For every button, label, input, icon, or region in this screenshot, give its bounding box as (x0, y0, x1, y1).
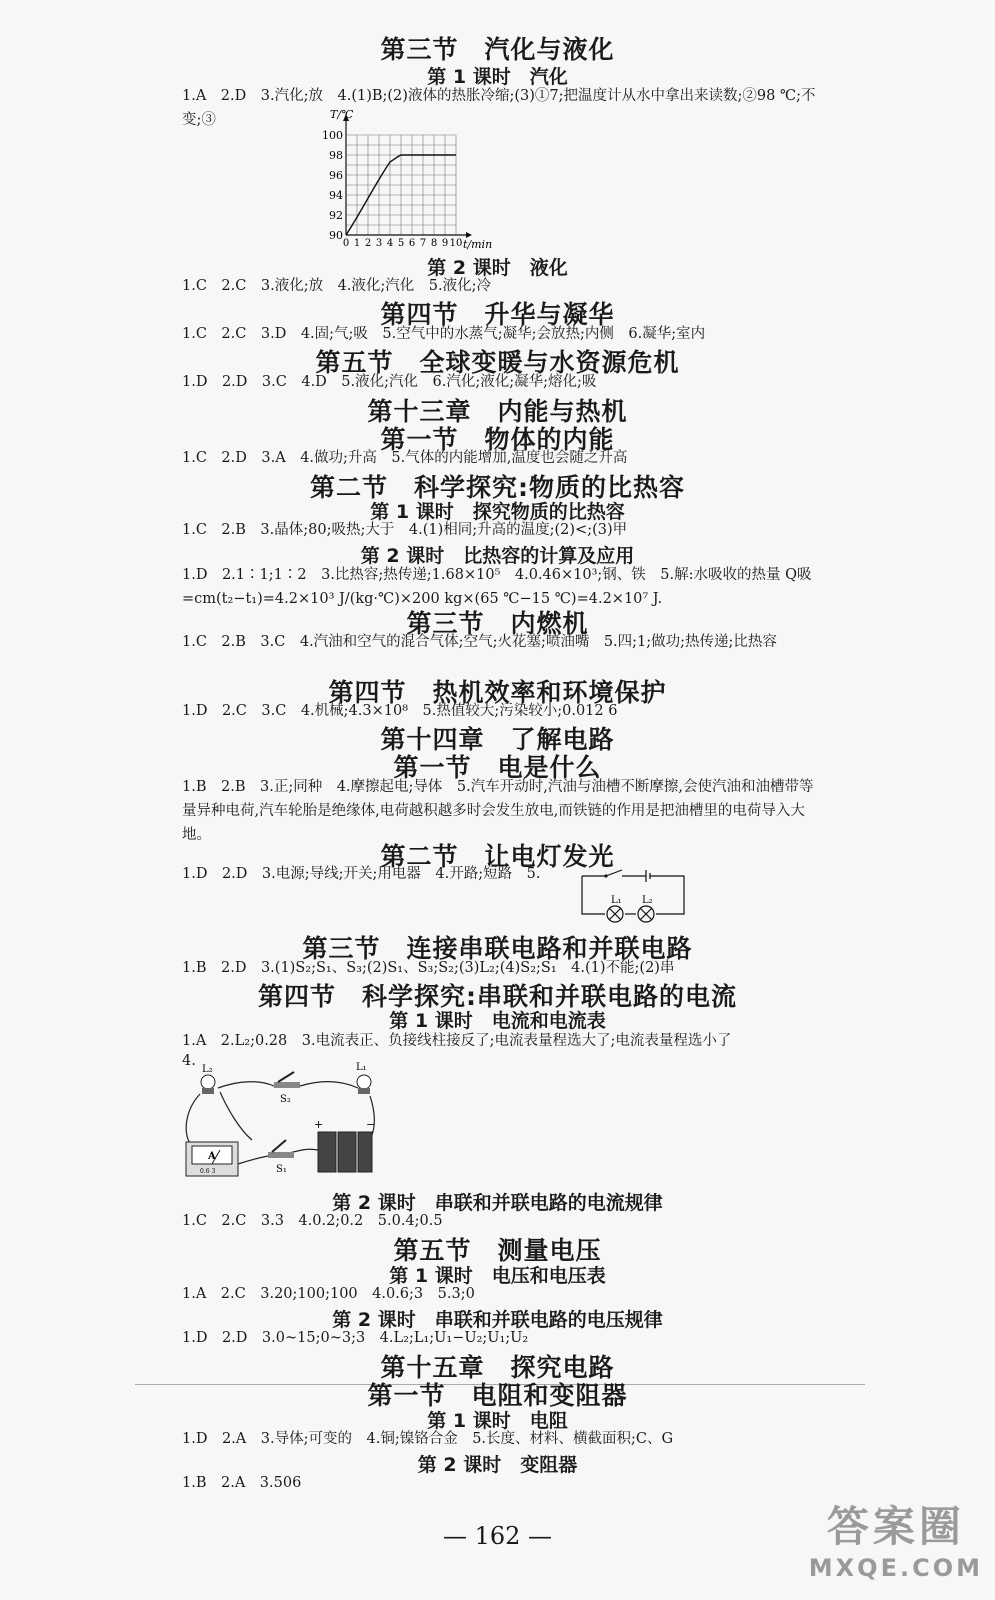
lesson-heading: 第 1 课时 汽化 (427, 66, 568, 88)
y-axis-label: T/℃ (330, 108, 354, 121)
y-tick-label: 98 (329, 149, 343, 162)
answer-line: 1.B 2.B 3.正;同种 4.摩擦起电;导体 5.汽车开动时,汽油与油槽不断摩擦,会使汽油和油槽带等量异种电荷,汽车轮胎是绝缘体,电荷越积越多时会发生放电,而铁链的作用是把油槽里的电荷导入大地。 (182, 779, 814, 843)
lesson-heading: 第 1 课时 电阻 (427, 1410, 568, 1432)
wire (218, 1082, 274, 1088)
section-heading: 第四节 科学探究:串联和并联电路的电流 (258, 982, 737, 1011)
x-tick-label: 8 (430, 238, 438, 249)
x-tick-label: 1 (353, 238, 361, 249)
lesson-heading: 第 2 课时 比热容的计算及应用 (360, 545, 635, 567)
section-heading: 第五节 测量电压 (393, 1236, 602, 1265)
temperature-time-graph (320, 106, 510, 254)
section-heading: 第一节 物体的内能 (380, 425, 615, 454)
section-heading: 第三节 连接串联电路和并联电路 (302, 934, 693, 963)
lesson-heading: 第 2 课时 液化 (427, 257, 568, 279)
answer-line: 1.D 2.D 3.电源;导线;开关;用电器 4.开路;短路 5. (182, 866, 541, 882)
page-number: — 162 — (442, 1522, 553, 1550)
lamp-label: L₁ (356, 1062, 367, 1073)
section-heading: 第二节 让电灯发光 (380, 842, 615, 871)
y-tick-label: 96 (329, 169, 343, 182)
knife-switch-icon (274, 1072, 300, 1088)
series-circuit-diagram (578, 866, 690, 924)
lesson-heading: 第 1 课时 电流和电流表 (389, 1010, 606, 1032)
section-heading: 第五节 全球变暖与水资源危机 (315, 348, 680, 377)
x-tick-label: 3 (375, 238, 383, 249)
section-heading: 第三节 汽化与液化 (380, 35, 615, 64)
answer-line: 1.D 2.D 3.0~15;0~3;3 4.L₂;L₁;U₁−U₂;U₁;U₂ (182, 1330, 529, 1346)
answer-line: 1.D 2.D 3.C 4.D 5.液化;汽化 6.汽化;液化;凝华;熔化;吸 (182, 374, 597, 390)
physical-circuit-diagram (180, 1060, 380, 1184)
x-tick-label: 4 (386, 238, 394, 249)
wire (220, 1092, 252, 1140)
battery-minus-label: − (366, 1118, 376, 1131)
lesson-heading: 第 1 课时 电压和电压表 (389, 1265, 606, 1287)
ammeter-scale-label: 0.6 3 (200, 1168, 216, 1175)
chapter-heading: 第十三章 内能与热机 (367, 397, 628, 426)
lesson-heading: 第 2 课时 串联和并联电路的电流规律 (332, 1192, 663, 1214)
answer-line: 1.A 2.L₂;0.28 3.电流表正、负接线柱接反了;电流表量程选大了;电流表量程选小了 (182, 1033, 732, 1049)
x-tick-label: 7 (419, 238, 427, 249)
answer-line: 1.D 2.1∶1;1∶2 3.比热容;热传递;1.68×10⁵ 4.0.46×10³;钢、铁 5.解:水吸收的热量 Q吸=cm(t₂−t₁)=4.2×10³ J/(kg·℃)×200 kg×(65 ℃−15 ℃)=4.2×10⁷ J. (182, 567, 812, 607)
knife-switch-icon (268, 1140, 294, 1158)
x-tick-label: 6 (408, 238, 416, 249)
section-heading: 第四节 热机效率和环境保护 (328, 678, 667, 707)
section-heading: 第二节 科学探究:物质的比热容 (310, 473, 685, 502)
switch-icon (606, 870, 622, 876)
lesson-heading: 第 1 课时 探究物质的比热容 (370, 501, 625, 523)
answer-line: 1.C 2.D 3.A 4.做功;升高 5.气体的内能增加,温度也会随之升高 (182, 450, 628, 466)
battery-icon (318, 1132, 372, 1172)
y-tick-label: 94 (329, 189, 343, 202)
lesson-heading: 第 2 课时 变阻器 (417, 1454, 578, 1476)
x-axis-label: t/min (463, 238, 493, 251)
lesson-heading: 第 2 课时 串联和并联电路的电压规律 (332, 1309, 663, 1331)
wire (238, 1156, 268, 1164)
chapter-heading: 第十四章 了解电路 (380, 725, 615, 754)
y-tick-label: 90 (329, 229, 343, 242)
wire (300, 1082, 358, 1088)
answer-line: 1.C 2.B 3.晶体;80;吸热;大于 4.(1)相同;升高的温度;(2)<;(3)甲 (182, 522, 628, 538)
lamp-label: L₂ (642, 895, 653, 906)
lamp-label: L₁ (611, 895, 622, 906)
ammeter-label: A (208, 1151, 216, 1162)
watermark (809, 1494, 983, 1582)
answer-line: 1.A 2.C 3.20;100;100 4.0.6;3 5.3;0 (182, 1286, 475, 1302)
bulb-icon (201, 1075, 215, 1094)
x-tick-label: 9 (441, 238, 449, 249)
section-heading: 第一节 电阻和变阻器 (367, 1381, 628, 1410)
battery-plus-label: + (314, 1118, 324, 1131)
bulb-icon (357, 1075, 371, 1094)
x-tick-label: 10 (449, 238, 463, 249)
answer-line: 1.C 2.B 3.C 4.汽油和空气的混合气体;空气;火花塞;喷油嘴 5.四;1;做功;热传递;比热容 (182, 634, 777, 650)
chapter-heading: 第十五章 探究电路 (380, 1353, 615, 1382)
y-tick-label: 92 (329, 209, 343, 222)
answer-line: 1.D 2.C 3.C 4.机械;4.3×10⁸ 5.热值较大;污染较小;0.012 6 (182, 703, 618, 719)
section-heading: 第三节 内燃机 (406, 609, 589, 638)
answer-line: 1.C 2.C 3.D 4.固;气;吸 5.空气中的水蒸气;凝华;会放热;内侧 6.凝华;室内 (182, 326, 706, 342)
answer-line: 4. (182, 1053, 196, 1069)
x-tick-label: 0 (342, 238, 350, 249)
answer-line: 1.B 2.A 3.506 (182, 1475, 302, 1491)
switch-label: S₂ (280, 1094, 291, 1105)
y-tick-label: 100 (322, 129, 343, 142)
watermark-title: 答案圈 (826, 1502, 965, 1551)
answer-line: 1.B 2.D 3.(1)S₂;S₁、S₃;(2)S₁、S₃;S₂;(3)L₂;(4)S₂;S₁ 4.(1)不能;(2)串 (182, 960, 675, 976)
lamp-label: L₂ (202, 1064, 213, 1075)
switch-label: S₁ (276, 1164, 287, 1175)
section-heading: 第四节 升华与凝华 (380, 300, 615, 329)
section-heading: 第一节 电是什么 (393, 753, 602, 782)
answer-line: 1.D 2.A 3.导体;可变的 4.铜;镍铬合金 5.长度、材料、横截面积;C、G (182, 1431, 674, 1447)
wire (186, 1094, 200, 1146)
answer-line: 1.C 2.C 3.液化;放 4.液化;汽化 5.液化;冷 (182, 278, 492, 294)
watermark-url: MXQE.COM (808, 1554, 983, 1582)
x-tick-label: 5 (397, 238, 405, 249)
answer-line: 1.A 2.D 3.汽化;放 4.(1)B;(2)液体的热胀冷缩;(3)①7;把温度计从水中拿出来读数;②98 ℃;不变;③ (182, 88, 816, 128)
answer-line: 1.C 2.C 3.3 4.0.2;0.2 5.0.4;0.5 (182, 1213, 443, 1229)
x-tick-label: 2 (364, 238, 372, 249)
